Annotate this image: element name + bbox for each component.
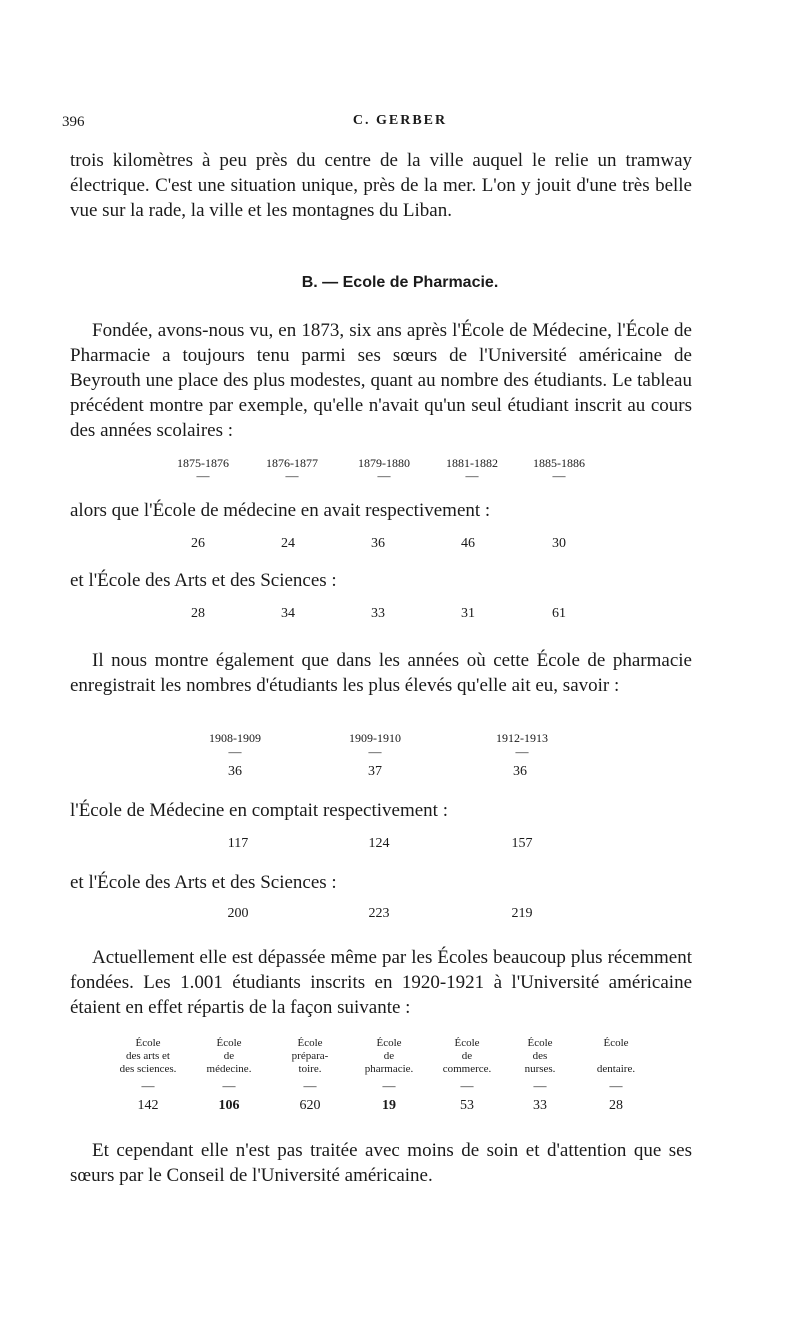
table2-arts-value: 219 (511, 906, 533, 921)
table3-dash: — (382, 1078, 396, 1093)
table3-value: 106 (218, 1098, 240, 1113)
table3-dash: — (303, 1078, 317, 1093)
table1-year: 1876-1877 (266, 456, 318, 470)
table2-medecine-value: 124 (368, 836, 390, 851)
table1-medecine-value: 30 (552, 536, 566, 551)
table1-arts-value: 33 (371, 606, 385, 621)
table3-header-line: École (454, 1037, 480, 1049)
table3-header (292, 1037, 329, 1076)
table1-dash: — (196, 468, 210, 483)
line-arts-2: et l'École des Arts et des Sciences : (70, 872, 337, 893)
line-medecine: alors que l'École de médecine en avait respectivement : (70, 500, 491, 521)
table1-year: 1885-1886 (533, 456, 585, 470)
table3-header-line: des arts et (126, 1050, 170, 1062)
table3-header-line: École (603, 1037, 629, 1049)
paragraph-3: Il nous montre également que dans les années où cette École de pharmacie enregistrait les nombres d'étudiants les plus élevés qu'elle ait eu, savoir : (70, 650, 692, 696)
table1-year: 1875-1876 (177, 456, 229, 470)
table3-value: 142 (137, 1098, 159, 1113)
table3-value: 33 (533, 1098, 547, 1113)
table3-header-line: de (461, 1050, 473, 1062)
table2-year: 1912-1913 (496, 731, 548, 745)
table2-dash: — (368, 744, 382, 759)
paragraph-4: Actuellement elle est dépassée même par les Écoles beaucoup plus récemment fondées. Les 1.001 étudiants inscrits en 1920-1921 à l'Université américaine étaient en effet répartis de la façon suivante : (70, 947, 692, 1018)
table1-year: 1881-1882 (446, 456, 498, 470)
table2-dash: — (515, 744, 529, 759)
table3-header-line: pharmacie. (364, 1063, 414, 1075)
table1-dash: — (377, 468, 391, 483)
table1-year: 1879-1880 (358, 456, 410, 470)
table3-dash: — (609, 1078, 623, 1093)
table3-header (365, 1037, 414, 1076)
table3-header-line: des (532, 1050, 548, 1062)
table3-header-line: médecine. (206, 1063, 252, 1075)
table3-header-line: dentaire. (596, 1063, 636, 1075)
line-arts: et l'École des Arts et des Sciences : (70, 570, 337, 591)
paragraph-1: trois kilomètres à peu près du centre de la ville auquel le relie un tramway électrique. C'est une situation unique, près de la mer. L'on y jouit d'une très belle vue sur la rade, la ville et les montagnes du Liban. (70, 150, 692, 221)
table1-arts-value: 34 (281, 606, 295, 621)
paragraph-2: Fondée, avons-nous vu, en 1873, six ans après l'École de Médecine, l'École de Pharmacie a toujours tenu parmi ses sœurs de l'Université américaine de Beyrouth une place des plus modestes, quant au nombre des étudiants. Le tableau précédent montre par exemple, qu'elle n'avait qu'un seul étudiant inscrit au cours des années scolaires : (70, 320, 692, 441)
table1-medecine-value: 24 (281, 536, 295, 551)
table3-header (525, 1037, 556, 1076)
table3-header-line: de (383, 1050, 395, 1062)
table3-dash: — (533, 1078, 547, 1093)
table2-pharmacie-value: 36 (228, 764, 242, 779)
table2-medecine-value: 117 (227, 836, 249, 851)
paragraph-5: Et cependant elle n'est pas traitée avec moins de soin et d'attention que ses sœurs par le Conseil de l'Université américaine. (70, 1140, 692, 1186)
table3-header-line: École (376, 1037, 402, 1049)
table2-year: 1909-1910 (349, 731, 401, 745)
table3-value: 28 (609, 1098, 623, 1113)
table3-header (597, 1037, 635, 1076)
table3-header-line: École (135, 1037, 161, 1049)
table2-arts-value: 200 (227, 906, 249, 921)
table3-header (207, 1037, 252, 1076)
table3-header-line: École (527, 1037, 553, 1049)
table3-value: 620 (299, 1098, 321, 1113)
table3-dash: — (460, 1078, 474, 1093)
table3-dash: — (141, 1078, 155, 1093)
table2-medecine-value: 157 (511, 836, 533, 851)
table3-dash: — (222, 1078, 236, 1093)
page-number: 396 (62, 114, 85, 130)
table1-medecine-value: 36 (371, 536, 385, 551)
table1-arts-value: 61 (552, 606, 566, 621)
table3-value: 53 (460, 1098, 474, 1113)
table1-dash: — (465, 468, 479, 483)
table3-header-line: nurses. (524, 1063, 556, 1075)
table1-dash: — (552, 468, 566, 483)
table3-header-line (597, 1050, 635, 1063)
section-title: B. — Ecole de Pharmacie. (301, 274, 499, 291)
line-medecine-2: l'École de Médecine en comptait respectivement : (70, 800, 448, 821)
table1-medecine-value: 46 (461, 536, 475, 551)
table1-arts-value: 31 (461, 606, 475, 621)
table3-header (443, 1037, 492, 1076)
table3-header-line: des sciences. (119, 1063, 177, 1075)
table3-header-line: de (223, 1050, 235, 1062)
table3-header-line: prépara- (291, 1050, 329, 1062)
table1-dash: — (285, 468, 299, 483)
table3-header-line: toire. (298, 1063, 322, 1075)
table3-header-line: commerce. (442, 1063, 492, 1075)
table2-pharmacie-value: 36 (513, 764, 527, 779)
table2-dash: — (228, 744, 242, 759)
table2-arts-value: 223 (368, 906, 390, 921)
table1-arts-value: 28 (191, 606, 205, 621)
table1-medecine-value: 26 (191, 536, 205, 551)
table3-header-line: École (216, 1037, 242, 1049)
running-title: C. GERBER (352, 113, 448, 128)
table3-header-line: École (297, 1037, 323, 1049)
table3-value: 19 (382, 1098, 396, 1113)
table3-header (120, 1037, 177, 1076)
table2-year: 1908-1909 (209, 731, 261, 745)
table2-pharmacie-value: 37 (368, 764, 382, 779)
